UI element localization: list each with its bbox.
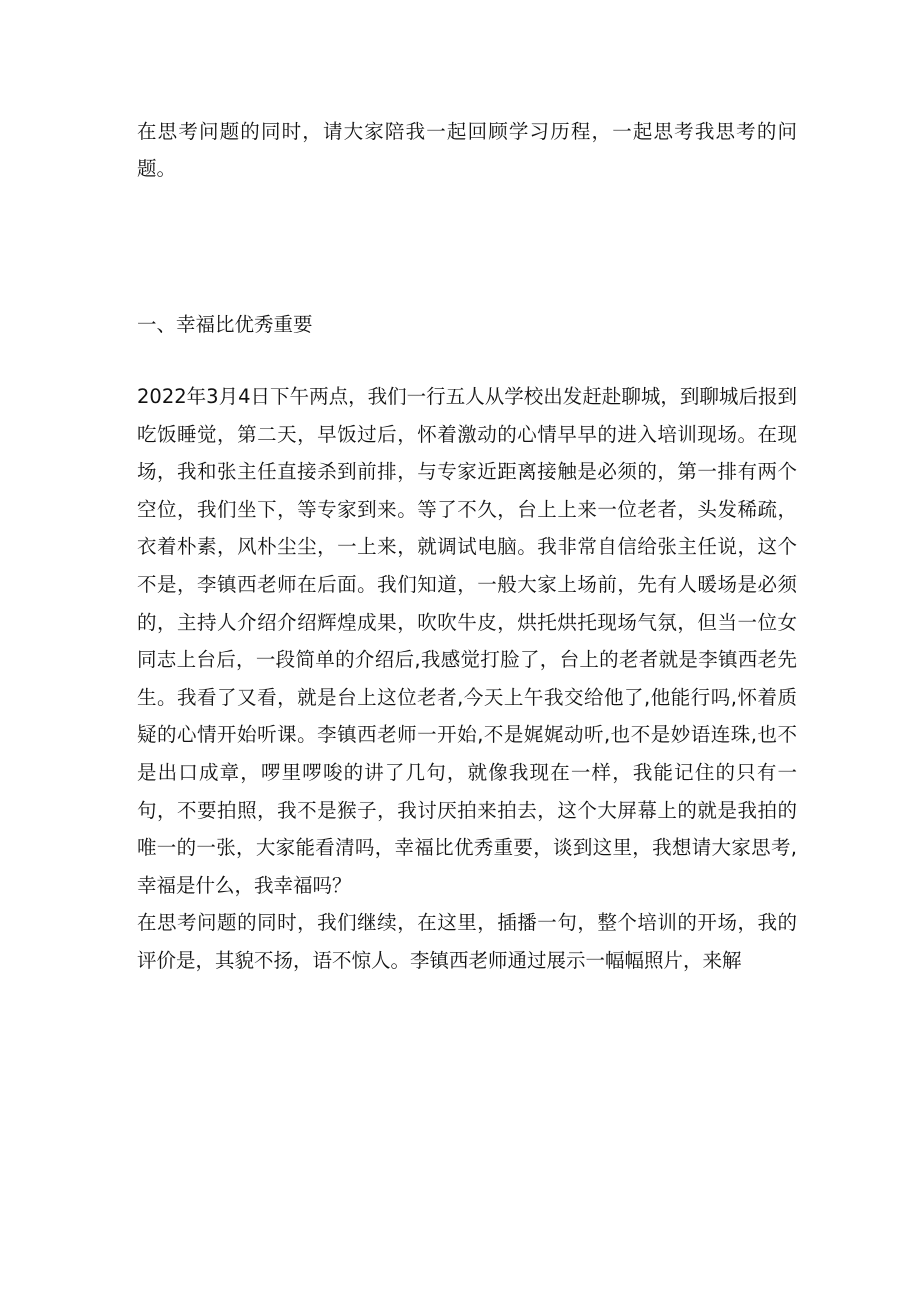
intro-paragraph: 在思考问题的同时，请大家陪我一起回顾学习历程，一起思考我思考的问题。 <box>137 120 797 180</box>
body-paragraph-2: 在思考问题的同时，我们继续，在这里，插播一句，整个培训的开场，我的评价是，其貌不扬，语不惊人。李镇西老师通过展示一幅幅照片，来解 <box>137 911 797 972</box>
section-body <box>137 378 797 980</box>
section-heading: 一、幸福比优秀重要 <box>137 313 313 336</box>
document-content <box>137 113 797 972</box>
body-paragraph-1: 2022年3月4日下午两点，我们一行五人从学校出发赶赴聊城，到聊城后报到吃饭睡觉，第二天，早饭过后，怀着激动的心情早早的进入培训现场。在现场，我和张主任直接杀到前排，与专家近距离接触是必须的，第一排有两个空位，我们坐下，等专家到来。等了不久，台上上来一位老者，头发稀疏，衣着朴素，风朴尘尘，一上来，就调试电脑。我非常自信给张主任说，这个不是，李镇西老师在后面。我们知道，一般大家上场前，先有人暖场是必须的，主持人介绍介绍辉煌成果，吹吹牛皮，烘托烘托现场气氛，但当一位女同志上台后，一段简单的介绍后,我感觉打脸了，台上的老者就是李镇西老先生。我看了又看，就是台上这位老者,今天上午我交给他了,他能行吗,怀着质疑的心情开始听课。李镇西老师一开始,不是娓娓动听,也不是妙语连珠,也不是出口成章，啰里啰唆的讲了几句，就像我现在一样，我能记住的只有一句，不要拍照，我不是猴子，我讨厌拍来拍去，这个大屏幕上的就是我拍的唯一的一张，大家能看清吗，幸福比优秀重要，谈到这里，我想请大家思考,幸福是什么，我幸福吗？ <box>137 385 797 897</box>
